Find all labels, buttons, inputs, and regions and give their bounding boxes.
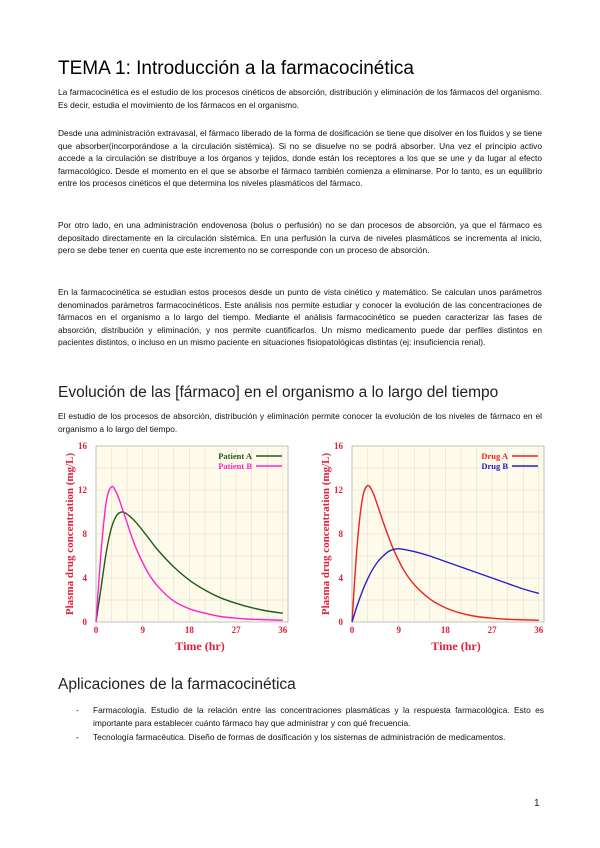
x-tick-label: 36 xyxy=(534,625,544,635)
legend-label-drug-a: Drug A xyxy=(481,451,508,461)
y-tick-label: 12 xyxy=(334,485,343,495)
extravasal-paragraph: Desde una administración extravasal, el fármaco liberado de la forma de dosificación se tiene que disolver en los fluidos y se tiene que absorber(incorporándose a la circulación sistémica). Si no se disuelve no se podrá absorber. Una vez el principio activo accede a la circulación se distribuye a los órganos y tejidos, donde están los receptores a los que se une y da lugar al efecto farmacológico. Desde el momento en el que se absorbe el fármaco también comienza a eliminarse. Por lo tanto, es un equilibrio entre los procesos cinéticos el que determina los niveles plasmáticos del fármaco. xyxy=(58,128,542,189)
x-tick-label: 0 xyxy=(349,625,355,635)
x-tick-label: 18 xyxy=(440,625,450,635)
list-item-text: Farmacología. Estudio de la relación entre las concentraciones plasmáticas y la respuesta farmacológica. Esto es importante para establecer cuánto fármaco hay que administrar y con qué frecuencia. xyxy=(93,705,544,728)
y-tick-label: 0 xyxy=(338,617,343,627)
section-heading-evolution: Evolución de las [fármaco] en el organismo a lo largo del tiempo xyxy=(58,384,499,401)
y-tick-label: 4 xyxy=(338,573,343,583)
x-tick-label: 36 xyxy=(278,625,288,635)
x-tick-label: 0 xyxy=(93,625,99,635)
y-axis-label: Plasma drug concentration (mg/L) xyxy=(64,452,76,616)
x-axis-label: Time (hr) xyxy=(175,639,225,653)
endovenous-paragraph: Por otro lado, en una administración endovenosa (bolus o perfusión) no se dan procesos de absorción, ya que el fármaco es depositado directamente en la circulación sistémica. En una perfusión la curva de niveles plasmáticos se incrementa al inicio, pero se debe tener en cuenta que este incremento no se corresponde con un proceso de absorción. xyxy=(58,220,542,256)
x-tick-label: 18 xyxy=(184,625,194,635)
section-heading-applications: Aplicaciones de la farmacocinética xyxy=(58,676,296,693)
analysis-paragraph: En la farmacocinética se estudian estos procesos desde un punto de vista cinético y matemático. Se calculan unos parámetros denominados parámetros farmacocinéticos. Este análisis nos permite estudiar y conocer la evolución de las concentraciones de fármacos en el organismo a lo largo del tiempo. Mediante el análisis farmacocinético se pueden caracterizar las fases de absorción, distribución y eliminación, y nos permite cuantificarlos. Un mismo medicamento puede dar perfiles distintos en pacientes distintos, o incluso en un mismo paciente en situaciones fisiopatológicas distintas (ej: insuficiencia renal). xyxy=(58,287,542,348)
chart-drugs-svg xyxy=(314,438,550,656)
page-number: 1 xyxy=(534,798,540,809)
chart-patients xyxy=(58,438,294,656)
y-tick-label: 0 xyxy=(82,617,87,627)
x-axis-label: Time (hr) xyxy=(431,639,481,653)
list-item xyxy=(58,704,544,729)
x-tick-label: 9 xyxy=(140,625,145,635)
x-tick-label: 27 xyxy=(231,625,241,635)
legend-label-patient-b: Patient B xyxy=(218,461,252,471)
y-tick-label: 8 xyxy=(82,529,87,539)
y-tick-label: 16 xyxy=(78,441,87,451)
intro-paragraph: La farmacocinética es el estudio de los procesos cinéticos de absorción, distribución y eliminación de los fármacos del organismo. Es decir, estudia el movimiento de los fármacos en el organismo. xyxy=(58,87,542,110)
legend-label-drug-b: Drug B xyxy=(481,461,508,471)
chart-patients-svg xyxy=(58,438,294,656)
x-tick-label: 9 xyxy=(396,625,401,635)
evolution-paragraph: El estudio de los procesos de absorción, distribución y eliminación permite conocer la evolución de los niveles de fármaco en el organismo a lo largo del tiempo. xyxy=(58,411,542,434)
y-tick-label: 4 xyxy=(82,573,87,583)
list-bullet: - xyxy=(76,705,79,715)
y-tick-label: 12 xyxy=(78,485,87,495)
y-tick-label: 16 xyxy=(334,441,343,451)
y-axis-label: Plasma drug concentration (mg/L) xyxy=(320,452,332,616)
applications-list xyxy=(58,704,544,746)
list-item-text: Tecnología farmacéutica. Diseño de formas de dosificación y los sistemas de administración de medicamentos. xyxy=(93,732,506,743)
list-item xyxy=(58,731,544,744)
page-title: TEMA 1: Introducción a la farmacocinética xyxy=(58,58,414,79)
chart-drugs xyxy=(314,438,550,656)
x-tick-label: 27 xyxy=(487,625,497,635)
y-tick-label: 8 xyxy=(338,529,343,539)
legend-label-patient-a: Patient A xyxy=(218,451,252,461)
list-bullet: - xyxy=(76,732,79,743)
